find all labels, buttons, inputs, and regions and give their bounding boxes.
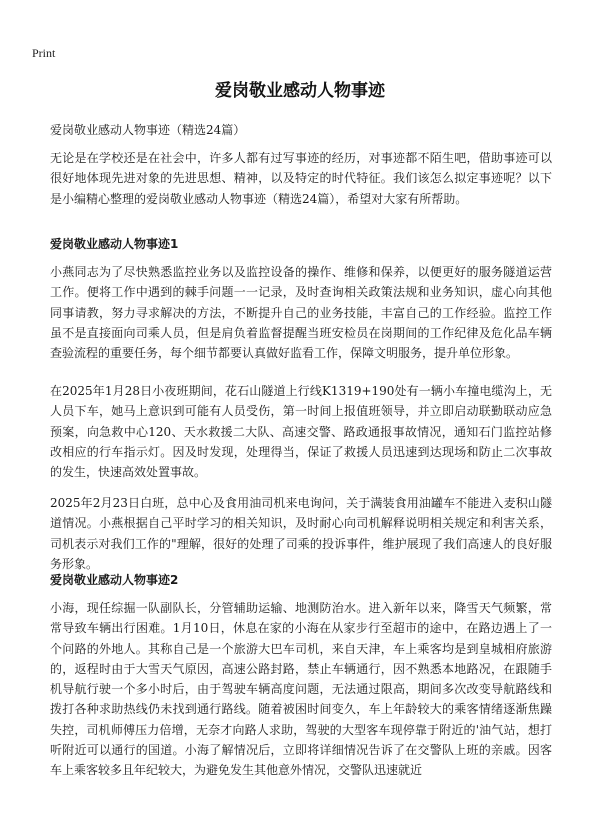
section-heading-1: 爱岗敬业感动人物事迹1 bbox=[50, 237, 179, 251]
section-1-paragraph-1: 小燕同志为了尽快熟悉监控业务以及监控设备的操作、维修和保养，以便更好的服务隧道运营工作。便将工作中遇到的棘手问题一一记录，及时查询相关政策法规和业务知识，虚心向其他同事请教，努力寻求解决的方法，不断提升自己的业务技能，丰富自己的工作经验。监控工作虽不是直接面向司乘人员，但是肩负着监督提醒当班安检员在岗期间的工作纪律及危化品车辆查验流程的重要任务，每个细节都要认真做好监看工作，保障文明服务，提升单位形象。 bbox=[50, 265, 552, 361]
section-heading-2: 爱岗敬业感动人物事迹2 bbox=[50, 573, 179, 587]
section-1-paragraph-3: 2025年2月23日白班，总中心及食用油司机来电询问，关于满装食用油罐车不能进入麦积山隧道情况。小燕根据自己平时学习的相关知识，及时耐心向司机解释说明相关规定和利害关系，司机表示对我们工作的"理解，很好的处理了司乘的投诉事件，维护展现了我们高速人的良好服务形象。 bbox=[50, 496, 552, 571]
print-link[interactable]: Print bbox=[32, 46, 56, 60]
intro-paragraph: 无论是在学校还是在社会中，许多人都有过写事迹的经历，对事迹都不陌生吧，借助事迹可以很好地体现先进对象的先进思想、精神，以及特定的时代特征。我们该怎么拟定事迹呢？以下是小编精心整理的爱岗敬业感动人物事迹（精选24篇），希望对大家有所帮助。 bbox=[50, 151, 552, 206]
section-1-paragraph-2: 在2025年1月28日小夜班期间，花石山隧道上行线K1319+190处有一辆小车撞电缆沟上，无人员下车，她马上意识到可能有人员受伤，第一时间上报值班领导，并立即启动联勤联动应急预案，向急救中心120、天水救援二大队、高速交警、路政通报事故情况，通知石门监控站修改相应的行车指示灯。因及时发现，处理得当，保证了救援人员迅速到达现场和防止二次事故的发生，快速高效处置事故。 bbox=[50, 384, 552, 480]
document-subtitle: 爱岗敬业感动人物事迹（精选24篇） bbox=[50, 123, 246, 137]
section-2-paragraph-1: 小海，现任综掘一队副队长，分管辅助运输、地测防治水。进入新年以来，降雪天气频繁，常常导致车辆出行困难。1月10日，休息在家的小海在从家步行至超市的途中，在路边遇上了一个问路的外地人。其称自己是一个旅游大巴车司机，来自天津，车上乘客均是到皇城相府旅游的，返程时由于大雪天气原因，高速公路封路，禁止车辆通行，因不熟悉本地路况，在跟随手机导航行驶一个多小时后，由于驾驶车辆高度问题，无法通过限高，期间多次改变导航路线和拨打各种求助热线仍未找到通行路线。随着被困时间变久，车上年龄较大的乘客情绪逐渐焦躁失控，司机师傅压力倍增，无奈才向路人求助，驾驶的大型客车现停靠于附近的'油气站，想打听附近可以通行的国道。小海了解情况后，立即将详细情况告诉了在交警队上班的亲戚。因客车上乘客较多且年纪较大，为避免发生其他意外情况，交警队迅速就近 bbox=[50, 601, 552, 778]
page-title: 爱岗敬业感动人物事迹 bbox=[215, 81, 385, 101]
